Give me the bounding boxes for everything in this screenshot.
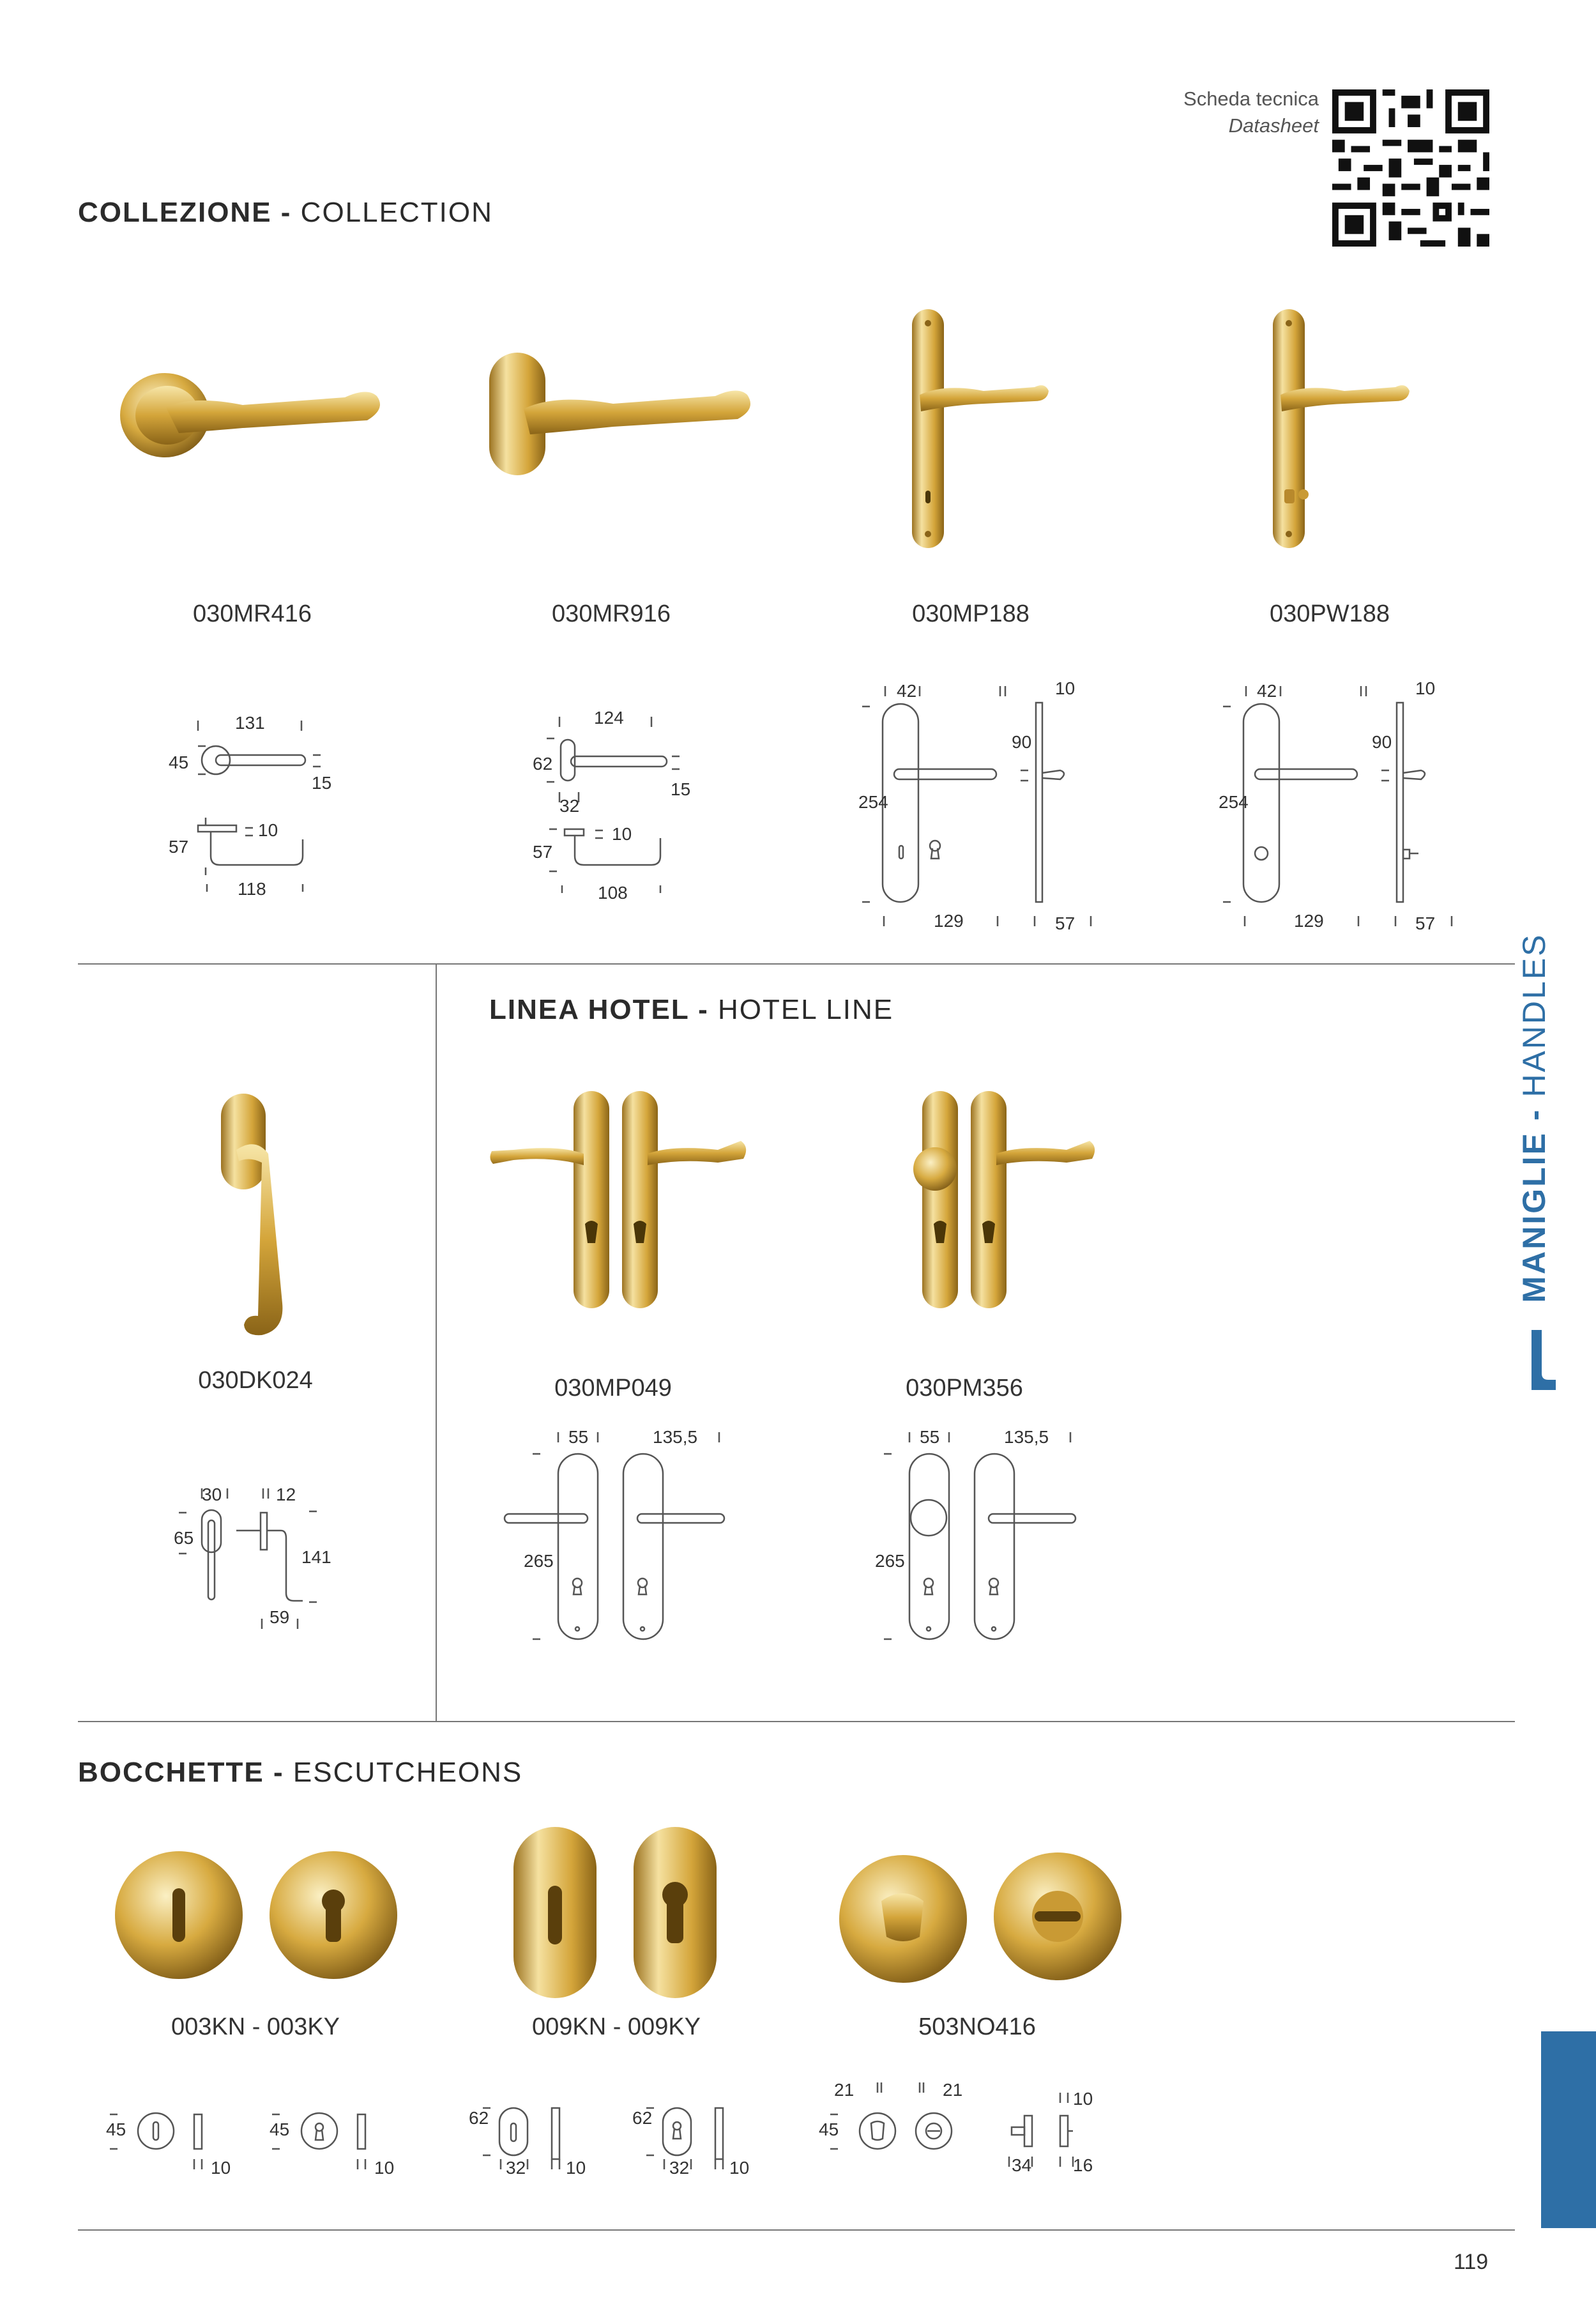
- product-code: 030MP049: [554, 1375, 672, 1402]
- dimension-label: 15: [671, 779, 691, 799]
- dimension-label: 10: [374, 2158, 395, 2178]
- dimension-label: 16: [1073, 2155, 1093, 2175]
- dimension-label: 265: [875, 1551, 905, 1571]
- section-title-sep: -: [688, 994, 718, 1025]
- section-title-thin: COLLECTION: [300, 197, 493, 228]
- side-title-sep: -: [1516, 1097, 1552, 1132]
- divider: [78, 963, 1515, 965]
- product-code: 030DK024: [198, 1367, 313, 1394]
- dimension-label: 10: [1415, 678, 1436, 698]
- dimension-label: 129: [934, 911, 964, 931]
- dimension-label: 10: [1055, 678, 1075, 698]
- side-title-thin: HANDLES: [1516, 933, 1552, 1097]
- dimension-label: 59: [270, 1607, 290, 1627]
- dimension-label: 57: [1055, 913, 1075, 933]
- dimension-label: 62: [469, 2108, 489, 2128]
- dimension-label: 21: [943, 2080, 963, 2100]
- dimension-label: 254: [858, 792, 888, 812]
- dimension-label: 62: [632, 2108, 653, 2128]
- drawing-pm356: [849, 1425, 1092, 1667]
- section-title-escutcheons: [78, 1757, 522, 1789]
- section-title-sep: -: [264, 1757, 293, 1788]
- drawing-009kn-009ky: [460, 2089, 754, 2178]
- section-title-hotel: [489, 994, 893, 1026]
- dimension-label: 32: [669, 2158, 690, 2178]
- divider-vertical: [436, 963, 437, 1721]
- side-title-bold: MANIGLIE: [1516, 1131, 1552, 1303]
- dimension-label: 141: [301, 1547, 331, 1567]
- divider: [78, 2229, 1515, 2231]
- drawing-003kn-003ky: [102, 2089, 396, 2178]
- dimension-label: 57: [1415, 913, 1436, 933]
- dimension-label: 10: [211, 2158, 231, 2178]
- handle-oval-rose-photo: [485, 350, 754, 478]
- section-title-bold: LINEA HOTEL: [489, 994, 689, 1025]
- dimension-label: 10: [258, 820, 278, 840]
- drawing-503no416: [817, 2070, 1111, 2185]
- dimension-label: 21: [834, 2080, 855, 2100]
- product-code: 003KN - 003KY: [171, 2013, 340, 2040]
- dimension-label: 45: [169, 752, 189, 772]
- dimension-label: 45: [819, 2120, 839, 2139]
- brand-mark-icon: [1528, 1329, 1557, 1399]
- drawing-mp049: [498, 1425, 741, 1667]
- section-title-collection: [78, 197, 493, 229]
- side-category-title: [1515, 920, 1553, 1316]
- drawing-mr416: [160, 703, 326, 907]
- product-code: 030MR916: [552, 600, 671, 627]
- dimension-label: 10: [729, 2158, 750, 2178]
- oval-escutcheons-photo: [511, 1824, 722, 2003]
- hotel-knob-handle-photo: [901, 1090, 1098, 1313]
- product-code: 009KN - 009KY: [531, 2013, 701, 2040]
- section-title-bold: BOCCHETTE: [78, 1757, 264, 1788]
- dimension-label: 57: [169, 837, 189, 857]
- dimension-label: 55: [920, 1427, 940, 1447]
- datasheet-label-en: Datasheet: [1228, 114, 1319, 137]
- dimension-label: 34: [1012, 2155, 1032, 2175]
- dimension-label: 45: [270, 2120, 290, 2139]
- dimension-label: 265: [524, 1551, 554, 1571]
- dimension-label: 30: [202, 1485, 222, 1504]
- section-title-thin: HOTEL LINE: [718, 994, 894, 1025]
- page-number: 119: [1454, 2250, 1489, 2274]
- dimension-label: 42: [1257, 681, 1277, 701]
- product-code: 030MP188: [912, 600, 1030, 627]
- dimension-label: 57: [533, 842, 553, 862]
- dimension-label: 131: [235, 713, 265, 733]
- dimension-label: 42: [897, 681, 917, 701]
- dimension-label: 55: [568, 1427, 589, 1447]
- dimension-label: 10: [1073, 2089, 1093, 2109]
- section-title-thin: ESCUTCHEONS: [293, 1757, 523, 1788]
- dimension-label: 10: [566, 2158, 586, 2178]
- product-code: 503NO416: [918, 2013, 1036, 2040]
- handle-round-rose-photo: [115, 358, 396, 473]
- dimension-label: 124: [594, 708, 624, 728]
- qr-code-icon[interactable]: [1332, 89, 1489, 247]
- dimension-label: 15: [312, 773, 332, 793]
- dimension-label: 45: [106, 2120, 126, 2139]
- side-tab-marker: [1541, 2031, 1596, 2228]
- dimension-label: 129: [1294, 911, 1324, 931]
- handle-plate-keyhole-photo: [907, 308, 1047, 551]
- round-escutcheons-photo: [112, 1846, 400, 1987]
- divider: [78, 1721, 1515, 1722]
- dimension-label: 254: [1219, 792, 1249, 812]
- drawing-mr916: [524, 703, 690, 907]
- wc-turn-escutcheons-photo: [837, 1850, 1124, 1990]
- dimension-label: 90: [1012, 732, 1032, 752]
- datasheet-note: [1183, 86, 1319, 139]
- dimension-label: 118: [238, 879, 266, 899]
- dimension-label: 90: [1372, 732, 1392, 752]
- product-code: 030PW188: [1269, 600, 1390, 627]
- product-code: 030PM356: [906, 1375, 1023, 1402]
- handle-plate-wc-photo: [1268, 308, 1408, 551]
- section-title-bold: COLLEZIONE: [78, 197, 272, 228]
- dimension-label: 62: [533, 754, 553, 774]
- hotel-handle-pair-photo: [488, 1090, 750, 1313]
- dimension-label: 32: [559, 796, 580, 816]
- dimension-label: 65: [174, 1528, 194, 1548]
- window-handle-photo: [211, 1092, 307, 1341]
- section-title-sep: -: [271, 197, 301, 228]
- datasheet-label-it: Scheda tecnica: [1183, 88, 1319, 110]
- dimension-label: 135,5: [1004, 1427, 1049, 1447]
- drawing-mp188: [856, 677, 1098, 933]
- dimension-label: 12: [276, 1485, 296, 1504]
- dimension-label: 32: [506, 2158, 526, 2178]
- drawing-pw188: [1217, 677, 1459, 933]
- product-code: 030MR416: [193, 600, 312, 627]
- dimension-label: 10: [612, 824, 632, 844]
- dimension-label: 108: [598, 883, 628, 903]
- dimension-label: 135,5: [653, 1427, 698, 1447]
